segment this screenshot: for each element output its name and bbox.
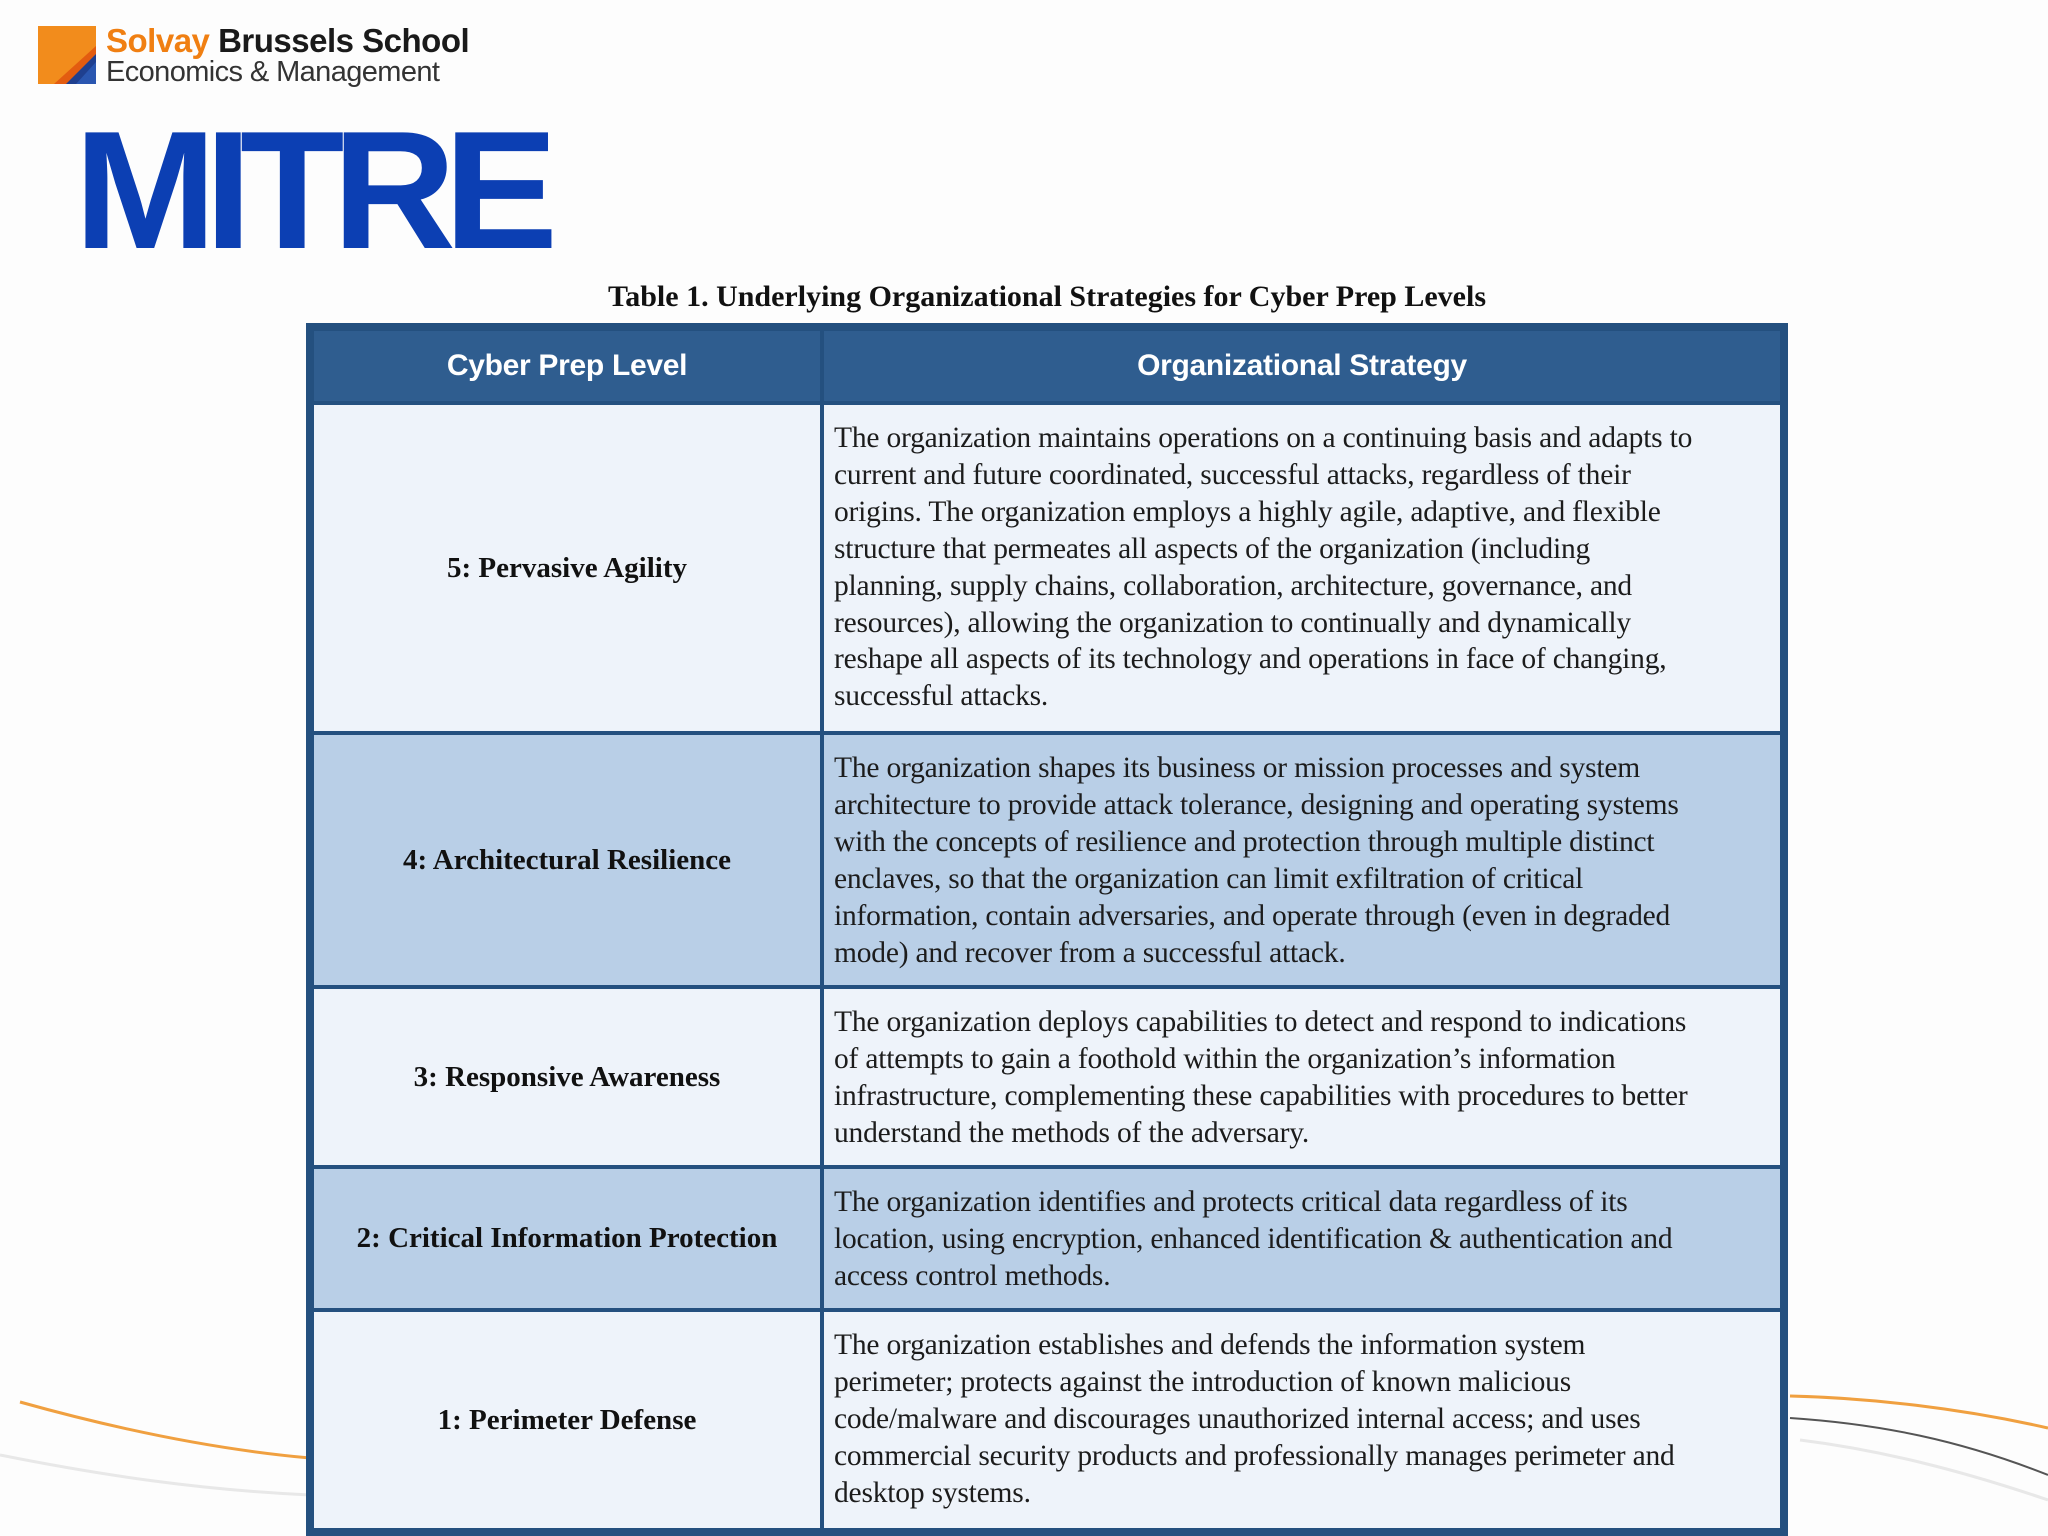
strategy-line: The organization maintains operations on a continuing basis and adapts to	[834, 422, 1693, 454]
organizational-strategy-cell	[822, 1310, 1782, 1530]
organizational-strategy-cell	[822, 403, 1782, 733]
solvay-subtitle: Economics & Management	[106, 56, 440, 88]
strategy-line: understand the methods of the adversary.	[834, 1116, 1310, 1149]
organizational-strategy-cell	[822, 733, 1782, 987]
solvay-logo	[38, 22, 470, 92]
strategy-line: current and future coordinated, successful attacks, regardless of their	[834, 458, 1631, 491]
cyber-prep-level-cell: 4: Architectural Resilience	[312, 733, 822, 987]
strategy-line: resources), allowing the organization to continually and dynamically	[834, 606, 1631, 639]
strategy-line: origins. The organization employs a highly agile, adaptive, and flexible	[834, 495, 1661, 528]
table-row	[312, 1167, 1782, 1310]
strategy-line: with the concepts of resilience and protection through multiple distinct	[834, 825, 1655, 858]
strategy-line: information, contain adversaries, and operate through (even in degraded	[834, 899, 1671, 932]
table-row	[312, 733, 1782, 987]
table-caption: Table 1. Underlying Organizational Strategies for Cyber Prep Levels	[607, 280, 1486, 313]
strategy-line: mode) and recover from a successful attack.	[834, 936, 1346, 969]
cyber-prep-level-cell: 1: Perimeter Defense	[312, 1310, 822, 1530]
organizational-strategy-cell	[822, 987, 1782, 1167]
solvay-name	[106, 22, 469, 60]
table-row	[312, 1310, 1782, 1530]
strategy-line: successful attacks.	[834, 680, 1049, 713]
cyber-prep-table	[306, 323, 1788, 1536]
solvay-school: Brussels School	[218, 22, 470, 59]
strategy-line: structure that permeates all aspects of the organization (including	[834, 532, 1591, 565]
strategy-line: code/malware and discourages unauthorized internal access; and uses	[834, 1402, 1641, 1435]
cyber-prep-level-cell: 5: Pervasive Agility	[312, 403, 822, 733]
strategy-line: The organization establishes and defends the information system	[834, 1329, 1586, 1361]
mitre-logo: MITRE	[74, 96, 546, 284]
strategy-line: The organization shapes its business or mission processes and system	[834, 752, 1641, 784]
header-cyber-prep-level: Cyber Prep Level	[312, 329, 822, 403]
strategy-line: commercial security products and professionally manages perimeter and	[834, 1439, 1675, 1472]
strategy-line: access control methods.	[834, 1259, 1111, 1292]
table-body	[312, 403, 1782, 1530]
strategy-line: perimeter; protects against the introduction of known malicious	[834, 1365, 1571, 1398]
strategy-line: of attempts to gain a foothold within the organization’s information	[834, 1042, 1616, 1075]
strategy-line: planning, supply chains, collaboration, architecture, governance, and	[834, 569, 1632, 602]
strategy-line: enclaves, so that the organization can limit exfiltration of critical	[834, 862, 1584, 895]
strategy-table	[310, 327, 1784, 1532]
cyber-prep-level-cell: 3: Responsive Awareness	[312, 987, 822, 1167]
strategy-line: infrastructure, complementing these capabilities with procedures to better	[834, 1079, 1688, 1112]
strategy-line: architecture to provide attack tolerance, designing and operating systems	[834, 788, 1679, 821]
strategy-line: The organization deploys capabilities to detect and respond to indications	[834, 1006, 1687, 1038]
solvay-brand: Solvay	[106, 22, 210, 59]
strategy-line: The organization identifies and protects critical data regardless of its	[834, 1186, 1628, 1218]
header-organizational-strategy: Organizational Strategy	[822, 329, 1782, 403]
organizational-strategy-cell	[822, 1167, 1782, 1310]
table-row	[312, 987, 1782, 1167]
strategy-line: desktop systems.	[834, 1476, 1031, 1509]
solvay-mark-icon	[38, 26, 98, 86]
cyber-prep-level-cell: 2: Critical Information Protection	[312, 1167, 822, 1310]
table-row	[312, 403, 1782, 733]
table-header-row	[312, 329, 1782, 403]
strategy-line: location, using encryption, enhanced identification & authentication and	[834, 1222, 1673, 1255]
strategy-line: reshape all aspects of its technology and operations in face of changing,	[834, 643, 1667, 676]
